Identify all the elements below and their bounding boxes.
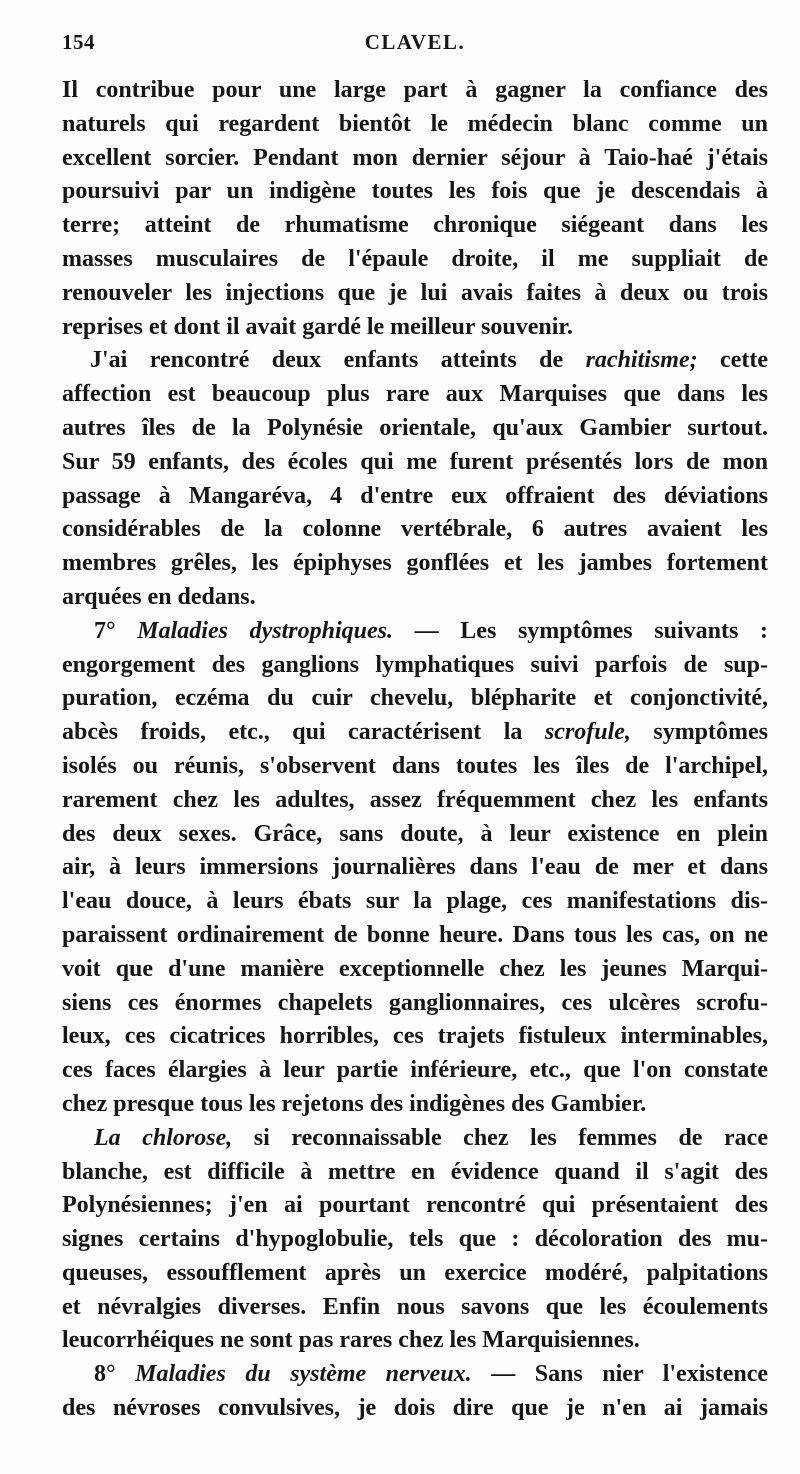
body-text [62,74,768,1426]
text-line: reprises et dont il avait gardé le meilleur souvenir. [62,313,573,340]
text-line: queuses, essoufflement après un exercice modéré, palpitations [62,1259,768,1286]
text-line: naturels qui regardent bientôt le médecin blanc comme un [62,110,768,137]
text-line: engorgement des ganglions lymphatiques suivi parfois de sup- [62,651,768,678]
text-line: poursuivi par un indigène toutes les fois que je descendais à [62,178,768,205]
text-line: renouveler les injections que je lui avais faites à deux ou trois [62,279,768,306]
text-line [62,1122,768,1156]
text-line: Sur 59 enfants, des écoles qui me furent présentés lors de mon [62,448,768,475]
text-line [62,716,768,750]
text-line: arquées en dedans. [62,583,256,610]
text-run: abcès froids, etc., qui caractérisent la [62,719,545,746]
text-run: si reconnaissable chez les femmes de race [232,1124,768,1151]
text-line: ces faces élargies à leur partie inférieure, etc., que l'on constate [62,1057,768,1084]
text-line: Polynésiennes; j'en ai pourtant rencontré qui présentaient des [62,1192,768,1219]
text-run: symptômes [630,719,768,746]
section-title: Maladies du système nerveux. [135,1361,472,1388]
text-line: excellent sorcier. Pendant mon dernier séjour à Taio-haé j'étais [62,144,768,171]
text-run: — Sans nier l'existence [471,1361,768,1388]
text-line: des deux sexes. Grâce, sans doute, à leur existence en plein [62,820,768,847]
text-line: membres grêles, les épiphyses gonflées et les jambes fortement [62,550,768,577]
section-heading-line [62,1358,768,1392]
section-title: Maladies dystrophiques. [137,617,393,644]
text-line: Il contribue pour une large part à gagner la confiance des [62,77,768,103]
text-run: 8° [94,1361,136,1388]
text-line: air, à leurs immersions journalières dans l'eau de mer et dans [62,854,768,881]
text-line: puration, eczéma du cuir chevelu, blépharite et conjonctivité, [62,685,768,712]
text-line: signes certains d'hypoglobulie, tels que : décoloration des mu- [62,1226,768,1253]
text-line: isolés ou réunis, s'observent dans toutes les îles de l'archipel, [62,752,768,779]
section-heading-line [62,615,768,649]
text-line: l'eau douce, à leurs ébats sur la plage, ces manifestations dis- [62,888,768,915]
text-line: leux, ces cicatrices horribles, ces trajets fistuleux interminables, [62,1023,768,1050]
text-line: siens ces énormes chapelets ganglionnaires, ces ulcères scrofu- [62,989,768,1016]
text-line: leucorrhéiques ne sont pas rares chez les Marquisiennes. [62,1327,640,1354]
text-line: et névralgies diverses. Enfin nous savons que les écoulements [62,1293,768,1320]
italic-term: rachitisme; [585,347,698,374]
text-run: J'ai rencontré deux enfants atteints de [90,347,586,374]
page-number: 154 [62,30,95,54]
text-line [62,344,768,378]
text-line: terre; atteint de rhumatisme chronique siégeant dans les [62,212,768,239]
text-line: considérables de la colonne vertébrale, 6 autres avaient les [62,516,768,543]
text-run: — Les symptômes suivants : [392,617,768,644]
text-line: autres îles de la Polynésie orientale, qu'aux Gambier surtout. [62,414,768,441]
text-run: cette [697,347,768,374]
text-line: des névroses convulsives, je dois dire que je n'en ai jamais [62,1395,768,1422]
text-run: 7° [94,617,138,644]
text-line: voit que d'une manière exceptionnelle chez les jeunes Marqui- [62,955,768,982]
text-line: rarement chez les adultes, assez fréquemment chez les enfants [62,786,768,813]
italic-term: La chlorose, [94,1124,233,1151]
text-line: blanche, est difficile à mettre en évidence quand il s'agit des [62,1158,768,1185]
running-head [62,30,768,60]
text-line: masses musculaires de l'épaule droite, il me suppliait de [62,245,768,272]
text-line: affection est beaucoup plus rare aux Marquises que dans les [62,381,768,408]
text-line: chez presque tous les rejetons des indigènes des Gambier. [62,1090,647,1117]
italic-term: scrofule, [544,719,631,746]
text-line: passage à Mangaréva, 4 d'entre eux offraient des déviations [62,482,768,509]
text-line: paraissent ordinairement de bonne heure. Dans tous les cas, on ne [62,921,768,948]
running-title: CLAVEL. [364,30,466,54]
